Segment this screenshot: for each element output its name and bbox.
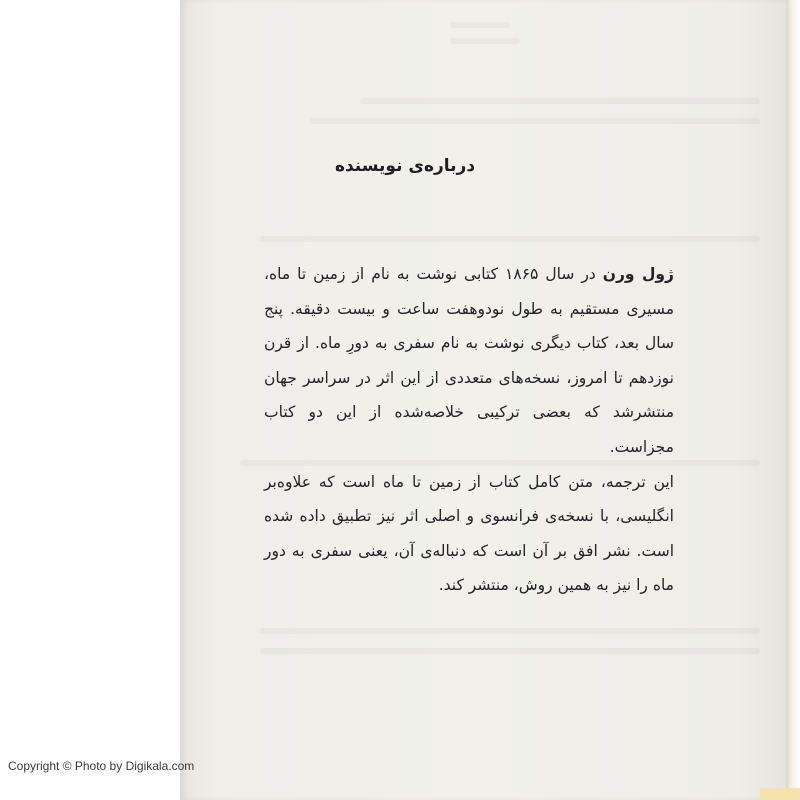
copyright-text: Copyright © Photo by Digikala.com — [8, 759, 195, 773]
show-through-mark — [260, 628, 760, 634]
author-name: ژول ورن — [602, 265, 674, 283]
page-edge — [786, 0, 800, 800]
page-heading: درباره‌ی نویسنده — [334, 156, 476, 176]
show-through-mark — [310, 118, 760, 124]
paragraph-1 — [264, 257, 674, 465]
show-through-mark — [450, 22, 510, 28]
show-through-mark — [450, 38, 520, 44]
page-body — [264, 257, 674, 603]
show-through-mark — [260, 648, 760, 654]
cover-corner — [760, 788, 800, 800]
show-through-mark — [260, 236, 760, 242]
show-through-mark — [360, 98, 760, 104]
paragraph-1-text: در سال ۱۸۶۵ کتابی نوشت به نام از زمین تا ماه، مسیری مستقیم به طول نودوهفت ساعت و بیست دقیقه. پنج سال بعد، کتاب دیگری نوشت به نام سفری به دورِ ماه. از قرن نوزدهم تا امروز، نسخه‌های متعددی از این اثر در سراسر جهان منتشرشد که بعضی ترکیبی خلاصه‌شده از این دو کتاب مجزاست. — [264, 265, 674, 456]
paragraph-2: این ترجمه، متن کامل کتاب از زمین تا ماه است که علاوه‌بر انگلیسی، با نسخه‌ی فرانسوی و اصلی اثر نیز تطبیق داده شده است. نشر افق بر آن است که دنباله‌ی آن، یعنی سفری به دور ماه را نیز به همین روش، منتشر کند. — [264, 472, 674, 595]
